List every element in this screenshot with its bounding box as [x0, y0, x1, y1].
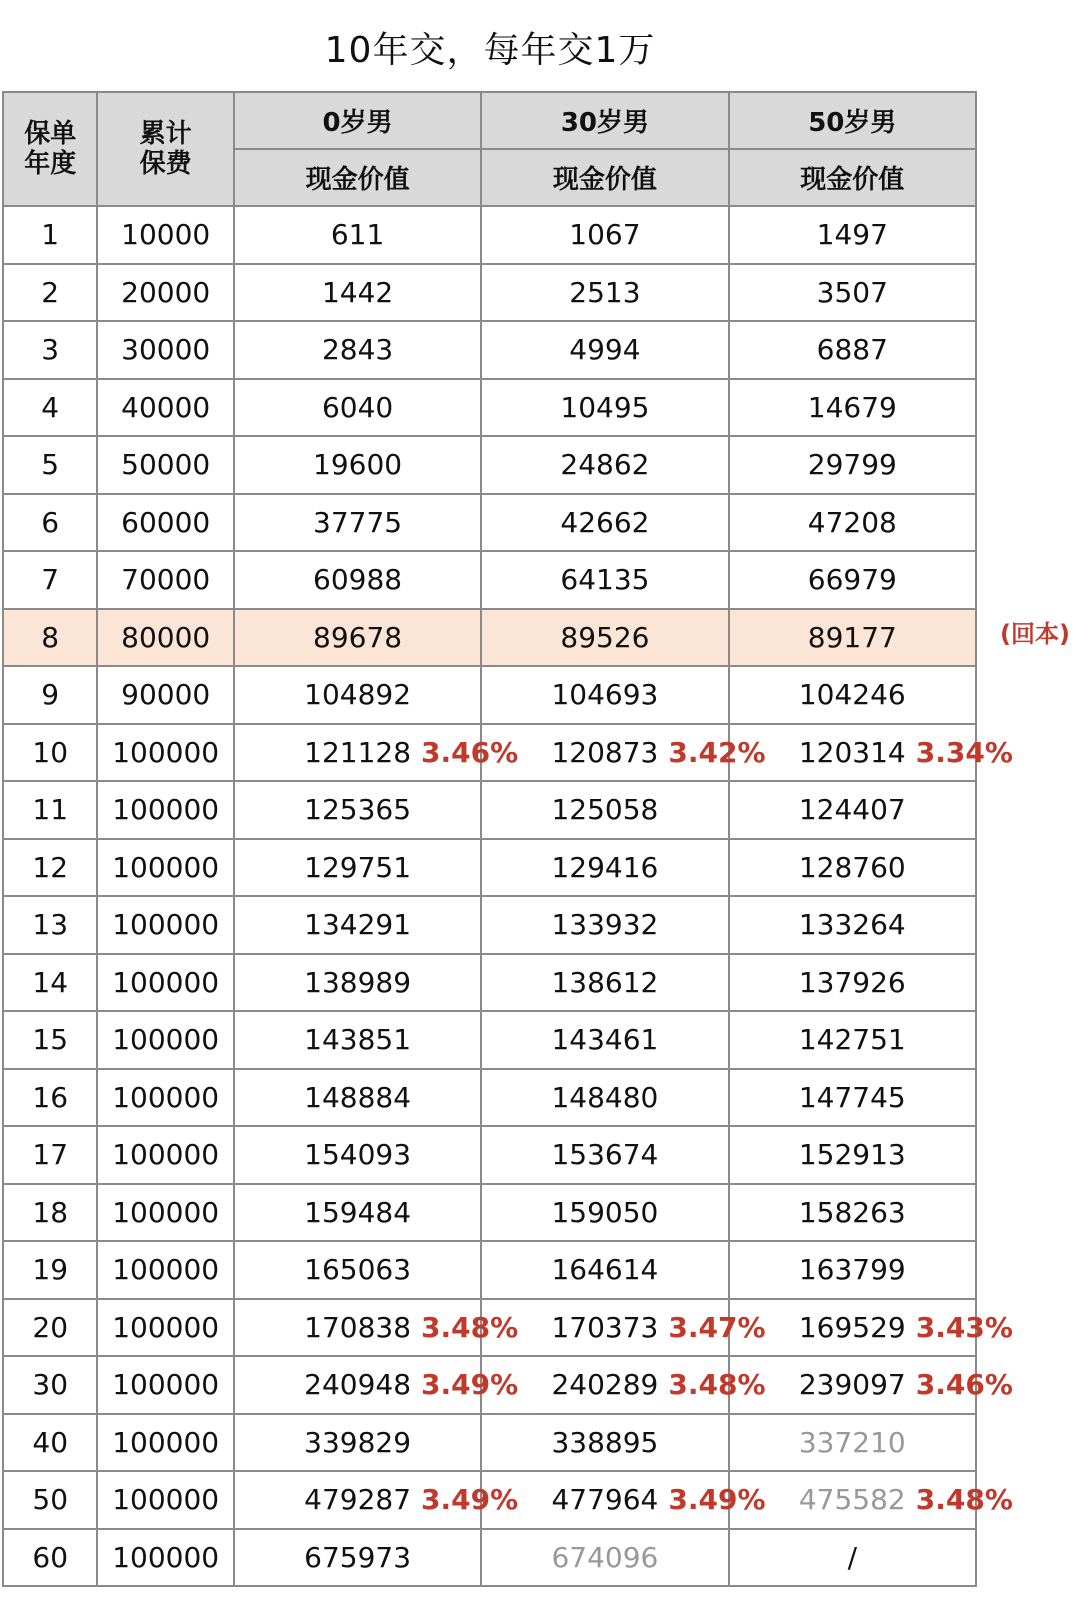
policy-year-cell: 17 [3, 1126, 97, 1184]
cash-value: 138989 [304, 965, 412, 999]
cash-value-cell [729, 321, 976, 379]
cumulative-premium-cell: 100000 [97, 1241, 234, 1299]
cash-value: 477964 [551, 1483, 659, 1517]
cumulative-premium-cell: 100000 [97, 1471, 234, 1529]
cash-value: 479287 [304, 1483, 412, 1517]
cumulative-premium-cell: 40000 [97, 379, 234, 437]
cumulative-premium-cell: 100000 [97, 839, 234, 897]
breakeven-note: (回本) [1000, 620, 1070, 648]
cash-value-cell [234, 839, 481, 897]
policy-year-cell: 7 [3, 551, 97, 609]
return-rate: 3.49% [421, 1368, 519, 1402]
cash-value: 6040 [321, 390, 394, 424]
cash-value-cell [234, 1299, 519, 1357]
return-rate: 3.46% [915, 1368, 1013, 1402]
cash-value-cell [234, 551, 481, 609]
return-rate: 3.43% [915, 1310, 1013, 1344]
cash-value-table [2, 91, 1013, 1587]
cash-value: 125365 [304, 793, 412, 827]
cash-value: 153674 [551, 1138, 659, 1172]
table-row [3, 666, 976, 724]
policy-year-cell: 6 [3, 494, 97, 552]
cash-value: 104693 [551, 678, 659, 712]
cash-value-cell [729, 379, 976, 437]
cash-value-cell [481, 954, 728, 1012]
cash-value: 1497 [816, 218, 888, 252]
cumulative-premium-cell: 30000 [97, 321, 234, 379]
cumulative-premium-cell: 90000 [97, 666, 234, 724]
cash-value: 138612 [551, 965, 659, 999]
header-label: 累计 保费 [139, 119, 192, 179]
policy-year-cell: 5 [3, 436, 97, 494]
cash-value: 10495 [560, 390, 650, 424]
cumulative-premium-cell: 100000 [97, 1126, 234, 1184]
cash-value: 24862 [560, 448, 650, 482]
cash-value-cell [234, 609, 481, 667]
cumulative-premium-cell: 20000 [97, 264, 234, 322]
policy-year-cell: 20 [3, 1299, 97, 1357]
table-row [3, 1241, 976, 1299]
cash-value: 4994 [569, 333, 641, 367]
table-row [3, 321, 976, 379]
cash-value-cell [234, 781, 481, 839]
cash-value-cell [729, 896, 976, 954]
cash-value-cell [234, 1184, 481, 1242]
cash-value: 29799 [807, 448, 897, 482]
cash-value-cell [729, 666, 976, 724]
cash-value: 66979 [807, 563, 897, 597]
cash-value-cell [481, 264, 728, 322]
policy-year-cell: 3 [3, 321, 97, 379]
return-rate: 3.48% [421, 1310, 519, 1344]
cash-value: 611 [330, 218, 385, 252]
cash-value: 170373 [551, 1310, 659, 1344]
table-row [3, 1011, 976, 1069]
cash-value-cell [481, 1356, 766, 1414]
cash-value: 142751 [798, 1023, 906, 1057]
cumulative-premium-cell: 80000 [97, 609, 234, 667]
cash-value-cell [729, 1529, 976, 1587]
policy-year-cell: 60 [3, 1529, 97, 1587]
policy-year-cell: 11 [3, 781, 97, 839]
cash-value-cell [481, 321, 728, 379]
cash-value-cell [729, 1011, 976, 1069]
header-cash-value-0: 现金价值 [234, 149, 481, 206]
cash-value: 170838 [304, 1310, 412, 1344]
table-row [3, 1414, 976, 1472]
header-cumulative-premium [97, 92, 234, 206]
cash-value: 125058 [551, 793, 659, 827]
cash-value-cell [481, 666, 728, 724]
cash-value-cell [234, 379, 481, 437]
cash-value-cell [729, 1184, 976, 1242]
cash-value: 129751 [304, 850, 412, 884]
cash-value: 148480 [551, 1080, 659, 1114]
cash-value: 163799 [798, 1253, 906, 1287]
return-rate: 3.48% [668, 1368, 766, 1402]
cash-value-cell [729, 724, 1013, 782]
return-rate: 3.47% [668, 1310, 766, 1344]
policy-year-cell: 50 [3, 1471, 97, 1529]
cash-value-cell [729, 1126, 976, 1184]
policy-year-cell: 12 [3, 839, 97, 897]
policy-year-cell: 15 [3, 1011, 97, 1069]
cash-value: 133932 [551, 908, 659, 942]
policy-year-cell: 9 [3, 666, 97, 724]
cash-value-cell [729, 494, 976, 552]
cash-value-cell [481, 206, 728, 264]
cash-value-cell [481, 1126, 728, 1184]
cash-value: 120314 [798, 735, 906, 769]
table-row [3, 954, 976, 1012]
cumulative-premium-cell: 100000 [97, 954, 234, 1012]
table-row [3, 494, 976, 552]
cash-value-cell [481, 1471, 766, 1529]
cash-value: 159050 [551, 1195, 659, 1229]
cumulative-premium-cell: 100000 [97, 781, 234, 839]
cash-value-cell [481, 896, 728, 954]
cumulative-premium-cell: 100000 [97, 1069, 234, 1127]
return-rate: 3.49% [421, 1483, 519, 1517]
table-row [3, 551, 976, 609]
cash-value-cell [729, 781, 976, 839]
table-row [3, 1126, 976, 1184]
cash-value: 104892 [304, 678, 412, 712]
cash-value: 339829 [304, 1425, 412, 1459]
policy-year-cell: 13 [3, 896, 97, 954]
cash-value: 240948 [304, 1368, 412, 1402]
page-title: 10年交，每年交1万 [324, 30, 656, 71]
cash-value: 128760 [798, 850, 906, 884]
cash-value: 133264 [798, 908, 906, 942]
cash-value-cell [234, 321, 481, 379]
cash-value-cell [234, 1241, 481, 1299]
cash-value: 129416 [551, 850, 659, 884]
header-group-50: 50岁男 [729, 92, 976, 149]
cash-value-cell [234, 206, 481, 264]
cash-value-cell [481, 494, 728, 552]
cash-value: 121128 [304, 735, 412, 769]
table-row [3, 1069, 976, 1127]
cash-value: 143461 [551, 1023, 659, 1057]
cash-value-cell [729, 839, 976, 897]
cash-value: 152913 [798, 1138, 906, 1172]
cash-value-cell [234, 1471, 519, 1529]
cumulative-premium-cell: 10000 [97, 206, 234, 264]
cash-value: 89177 [807, 620, 897, 654]
cash-value: 165063 [304, 1253, 412, 1287]
header-policy-year [3, 92, 97, 206]
cash-value-cell [481, 724, 766, 782]
cash-value: 124407 [798, 793, 906, 827]
cumulative-premium-cell: 60000 [97, 494, 234, 552]
cash-value-cell [729, 1356, 1013, 1414]
return-rate: 3.46% [421, 735, 519, 769]
cash-value: 89526 [560, 620, 650, 654]
cash-value-cell [729, 1299, 1013, 1357]
cash-value-cell [729, 954, 976, 1012]
cash-value: 104246 [798, 678, 906, 712]
cash-value-cell [234, 1356, 519, 1414]
header-group-30: 30岁男 [481, 92, 728, 149]
cash-value: 159484 [304, 1195, 412, 1229]
cash-value-cell [234, 1069, 481, 1127]
policy-year-cell: 4 [3, 379, 97, 437]
cash-value-cell [234, 1126, 481, 1184]
cash-value-cell [481, 1241, 728, 1299]
cash-value-cell [234, 1529, 481, 1587]
cash-value-cell [729, 609, 976, 667]
table-body [3, 206, 1013, 1586]
cash-value-cell [481, 379, 728, 437]
policy-year-cell: 8 [3, 609, 97, 667]
cash-value: 338895 [551, 1425, 659, 1459]
cash-value-cell [234, 724, 519, 782]
table-row [3, 896, 976, 954]
cash-value: 89678 [313, 620, 403, 654]
header-cash-value-30: 现金价值 [481, 149, 728, 206]
cash-value: 143851 [304, 1023, 412, 1057]
cash-value-cell [234, 264, 481, 322]
cash-value-cell [481, 1299, 766, 1357]
cumulative-premium-cell: 50000 [97, 436, 234, 494]
policy-year-cell: 2 [3, 264, 97, 322]
cash-value: 137926 [798, 965, 906, 999]
table-row [3, 206, 976, 264]
cash-value-cell [481, 1184, 728, 1242]
cash-value: 239097 [798, 1368, 906, 1402]
cash-value: 148884 [304, 1080, 412, 1114]
cash-value: 6887 [816, 333, 888, 367]
cash-value: 1442 [321, 275, 394, 309]
cash-value: 19600 [313, 448, 403, 482]
cash-value-cell [729, 436, 976, 494]
cash-value-cell [729, 1241, 976, 1299]
cash-value-cell [481, 1414, 728, 1472]
cumulative-premium-cell: 100000 [97, 724, 234, 782]
table-row [3, 264, 976, 322]
table-row [3, 1471, 976, 1529]
cumulative-premium-cell: 100000 [97, 1011, 234, 1069]
policy-year-cell: 18 [3, 1184, 97, 1242]
cash-value-cell [234, 896, 481, 954]
cash-value: 60988 [313, 563, 403, 597]
return-rate: 3.48% [915, 1483, 1013, 1517]
cash-value-cell [481, 1011, 728, 1069]
cash-value: 158263 [798, 1195, 906, 1229]
cash-value: 154093 [304, 1138, 412, 1172]
cash-value: 2513 [569, 275, 641, 309]
cash-value-cell [481, 551, 728, 609]
cash-value-cell [729, 551, 976, 609]
table-row [3, 1184, 976, 1242]
cash-value-cell [234, 436, 481, 494]
cash-value-cell [234, 1011, 481, 1069]
cash-value-cell [481, 609, 728, 667]
cash-value-cell [234, 1414, 481, 1472]
cash-value: / [847, 1540, 858, 1574]
cash-value-cell [729, 1471, 1013, 1529]
cash-value: 134291 [304, 908, 412, 942]
cash-value: 240289 [551, 1368, 659, 1402]
cash-value-cell [481, 781, 728, 839]
policy-year-cell: 1 [3, 206, 97, 264]
cumulative-premium-cell: 100000 [97, 1529, 234, 1587]
cash-value: 675973 [304, 1540, 412, 1574]
policy-year-cell: 10 [3, 724, 97, 782]
return-rate: 3.34% [915, 735, 1013, 769]
cash-value: 3507 [816, 275, 888, 309]
cash-value-cell [234, 954, 481, 1012]
cumulative-premium-cell: 100000 [97, 1414, 234, 1472]
cash-value: 147745 [798, 1080, 906, 1114]
table-row [3, 609, 976, 667]
cash-value: 1067 [569, 218, 641, 252]
return-rate: 3.49% [668, 1483, 766, 1517]
return-rate: 3.42% [668, 735, 766, 769]
cash-value: 42662 [560, 505, 650, 539]
policy-year-cell: 40 [3, 1414, 97, 1472]
cumulative-premium-cell: 100000 [97, 1184, 234, 1242]
table-row [3, 781, 976, 839]
table-row [3, 1529, 976, 1587]
cumulative-premium-cell: 70000 [97, 551, 234, 609]
cash-value: 674096 [551, 1540, 659, 1574]
cash-value-cell [729, 1414, 976, 1472]
table-row [3, 436, 976, 494]
cash-value: 2843 [321, 333, 394, 367]
cash-value-cell [481, 839, 728, 897]
cash-value-cell [729, 1069, 976, 1127]
header-label: 保单 年度 [24, 119, 77, 179]
table-row [3, 724, 976, 782]
cash-value: 164614 [551, 1253, 659, 1287]
table-row [3, 1299, 976, 1357]
cash-value-cell [481, 1069, 728, 1127]
cumulative-premium-cell: 100000 [97, 1356, 234, 1414]
table-row [3, 839, 976, 897]
cumulative-premium-cell: 100000 [97, 896, 234, 954]
cash-value-cell [481, 1529, 728, 1587]
cash-value: 14679 [807, 390, 897, 424]
table-row [3, 1356, 976, 1414]
cash-value: 47208 [807, 505, 897, 539]
cash-value: 169529 [798, 1310, 906, 1344]
header-group-0: 0岁男 [234, 92, 481, 149]
header-cash-value-50: 现金价值 [729, 149, 976, 206]
cash-value-cell [234, 494, 481, 552]
cash-value: 337210 [798, 1425, 906, 1459]
cumulative-premium-cell: 100000 [97, 1299, 234, 1357]
cash-value-cell [729, 264, 976, 322]
cash-value: 120873 [551, 735, 659, 769]
policy-year-cell: 19 [3, 1241, 97, 1299]
policy-year-cell: 16 [3, 1069, 97, 1127]
policy-year-cell: 14 [3, 954, 97, 1012]
cash-value: 64135 [560, 563, 650, 597]
cash-value-cell [234, 666, 481, 724]
cash-value: 37775 [313, 505, 403, 539]
table-row [3, 379, 976, 437]
cash-value-cell [481, 436, 728, 494]
policy-year-cell: 30 [3, 1356, 97, 1414]
cash-value: 475582 [798, 1483, 906, 1517]
cash-value-cell [729, 206, 976, 264]
